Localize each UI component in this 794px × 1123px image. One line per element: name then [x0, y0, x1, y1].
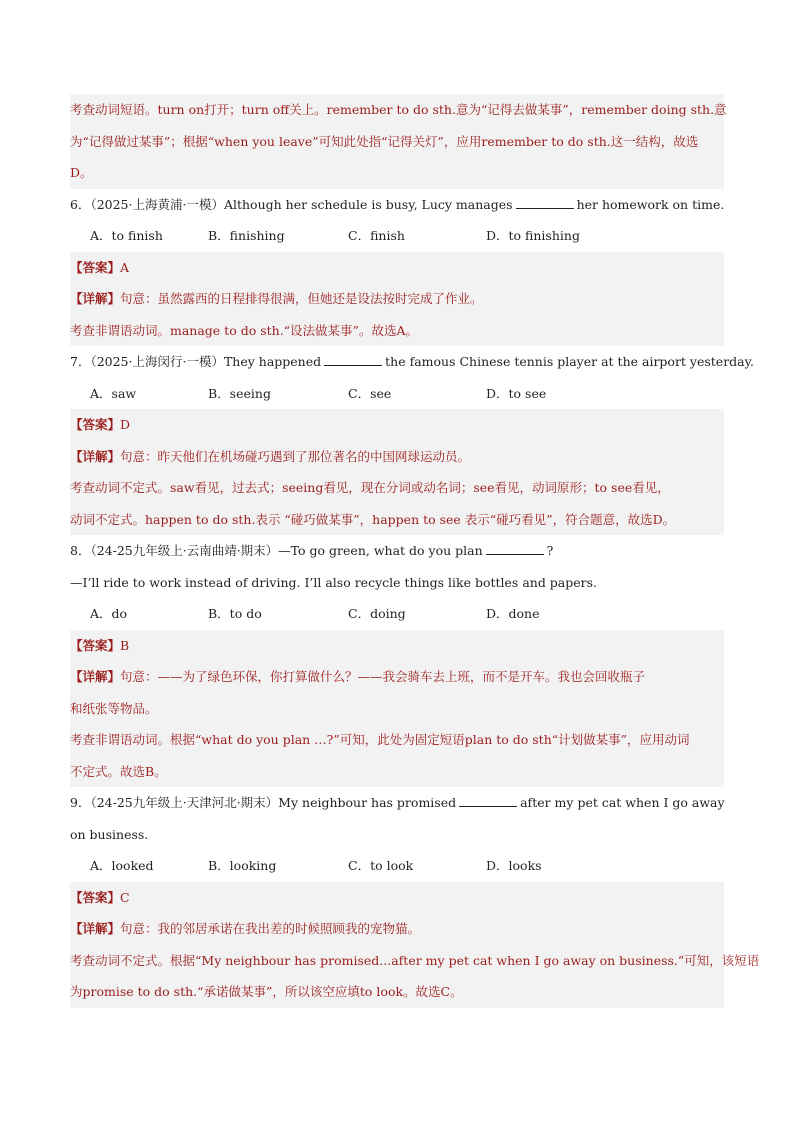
detail-line: 为promise to do sth.“承诺做某事”，所以该空应填to look。故选C。 — [70, 984, 463, 999]
detail-line: 考查动词不定式。saw看见，过去式；seeing看见，现在分词或动名词；see看见，动词原形；to see看见， — [70, 480, 670, 495]
option-c: C．to look — [348, 858, 414, 873]
q6-options — [70, 220, 724, 252]
q5-detail-block — [70, 94, 727, 189]
option-c: C．see — [348, 385, 392, 401]
q6-answer-block — [70, 252, 724, 347]
detail-line: 考查非谓语动词。根据“what do you plan …?”可知，此处为固定短语plan to do sth“计划做某事”，应用动词 — [70, 732, 690, 747]
q9-stem: 9．（24-25九年级上·天津河北·期末）My neighbour has promised after my pet cat when I go away — [70, 795, 725, 810]
q8-options — [70, 598, 724, 630]
q6-stem: 6．（2025·上海黄浦·一模）Although her schedule is busy, Lucy manages her homework on time. — [70, 196, 725, 212]
q7-answer-block — [70, 409, 724, 535]
option-a: A．looked — [90, 858, 154, 873]
option-d: D．to see — [486, 385, 547, 401]
answer-blank — [324, 353, 382, 366]
option-d: D．to finishing — [486, 228, 580, 243]
answer-blank — [459, 794, 517, 807]
q9-stem-line2: on business. — [70, 826, 149, 842]
option-c: C．finish — [348, 228, 405, 243]
detail-line: 考查动词不定式。根据“My neighbour has promised...after my pet cat when I go away on business.”可知，该短语 — [70, 952, 760, 968]
option-d: D．looks — [486, 858, 542, 873]
detail-line: 【详解】句意：昨天他们在机场碰巧遇到了那位著名的中国网球运动员。 — [70, 448, 471, 464]
option-a: A．do — [90, 606, 128, 621]
detail-line: 【详解】句意：虽然露西的日程排得很满，但她还是设法按时完成了作业。 — [70, 291, 483, 306]
q8-stem: 8．（24-25九年级上·云南曲靖·期末）—To go green, what do you plan ? — [70, 543, 554, 558]
detail-line: 考查动词短语。turn on打开；turn off关上。remember to do sth.意为“记得去做某事”，remember doing sth.意 — [70, 102, 727, 117]
answer-line: 【答案】A — [70, 259, 130, 275]
option-c: C．doing — [348, 606, 406, 621]
option-b: B．finishing — [208, 228, 285, 243]
answer-blank — [516, 196, 574, 209]
detail-line: 考查非谓语动词。manage to do sth.“设法做某事”。故选A。 — [70, 322, 418, 338]
detail-line: 和纸张等物品。 — [70, 700, 158, 716]
detail-line: 动词不定式。happen to do sth.表示 “碰巧做某事”，happen to see 表示“碰巧看见”，符合题意，故选D。 — [70, 511, 676, 527]
answer-line: 【答案】D — [70, 417, 131, 432]
detail-line: 不定式。故选B。 — [70, 763, 167, 779]
detail-line: D。 — [70, 165, 93, 180]
q7-stem: 7．（2025·上海闵行·一模）They happened the famous Chinese tennis player at the airport yesterday. — [70, 354, 755, 369]
detail-line: 为“记得做过某事”；根据“when you leave”可知此处指“记得关灯”，应用remember to do sth.这一结构，故选 — [70, 133, 699, 149]
answer-line: 【答案】B — [70, 637, 130, 653]
q8-stem-line2: —I’ll ride to work instead of driving. I’ll also recycle things like bottles and papers. — [70, 574, 598, 590]
option-a: A．saw — [90, 385, 137, 401]
detail-line: 【详解】句意：——为了绿色环保，你打算做什么？——我会骑车去上班，而不是开车。我也会回收瓶子 — [70, 669, 646, 684]
answer-line: 【答案】C — [70, 889, 130, 905]
q9-answer-block — [70, 882, 760, 1008]
q9-options — [70, 850, 724, 882]
option-b: B．looking — [208, 858, 277, 873]
document-page — [70, 94, 760, 1008]
option-b: B．seeing — [208, 385, 271, 401]
answer-blank — [486, 542, 544, 555]
option-b: B．to do — [208, 606, 262, 621]
option-d: D．done — [486, 606, 540, 621]
q8-answer-block — [70, 630, 724, 788]
q7-options — [70, 378, 724, 410]
option-a: A．to finish — [90, 228, 163, 243]
detail-line: 【详解】句意：我的邻居承诺在我出差的时候照顾我的宠物猫。 — [70, 921, 421, 936]
